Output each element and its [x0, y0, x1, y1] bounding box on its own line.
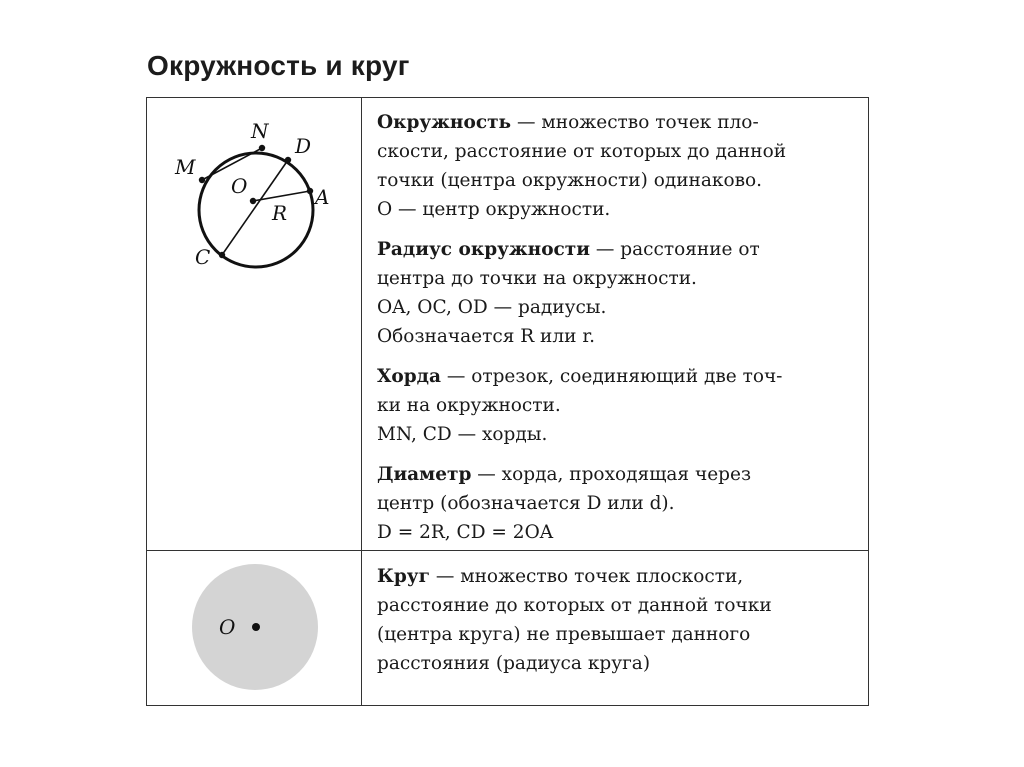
def-diameter	[377, 460, 857, 547]
point-n	[259, 145, 265, 151]
definitions-top	[377, 108, 857, 558]
disk-center-label: O	[219, 615, 236, 639]
def-circle-line: скости, расстояние от которых до данной	[377, 141, 787, 162]
def-circle-line: точки (центра окружности) одинаково.	[377, 170, 763, 191]
point-d	[285, 157, 291, 163]
def-disk-line: расстояния (радиуса круга)	[377, 653, 651, 674]
def-circle-line: O — центр окружности.	[377, 199, 611, 220]
circle-figure	[147, 98, 361, 550]
page-title: Окружность и круг	[147, 50, 410, 81]
def-diameter-line: центр (обозначается D или d).	[377, 493, 675, 514]
disk-figure	[147, 551, 361, 706]
definitions-table	[146, 97, 869, 706]
radius-oa	[253, 191, 310, 201]
label-c: C	[195, 245, 211, 269]
def-radius	[377, 235, 857, 351]
def-chord-line: — отрезок, соединяющий две точ-	[440, 366, 783, 387]
term-circle: Окружность	[377, 112, 512, 133]
disk-center-point	[252, 623, 260, 631]
column-divider	[361, 98, 362, 705]
term-diameter: Диаметр	[377, 464, 472, 485]
def-chord-line: ки на окружности.	[377, 395, 561, 416]
def-radius-line: Обозначается R или r.	[377, 326, 596, 347]
point-a	[307, 188, 313, 194]
def-radius-line: центра до точки на окружности.	[377, 268, 697, 289]
def-circle	[377, 108, 857, 224]
point-c	[219, 252, 225, 258]
point-o	[250, 198, 256, 204]
def-radius-line: — расстояние от	[590, 239, 760, 260]
term-chord: Хорда	[377, 366, 441, 387]
def-chord-line: MN, CD — хорды.	[377, 424, 548, 445]
def-disk-line: — множество точек плоскости,	[429, 566, 744, 587]
def-radius-line: OA, OC, OD — радиусы.	[377, 297, 607, 318]
def-disk-line: расстояние до которых от данной точки	[377, 595, 772, 616]
def-disk	[377, 562, 857, 678]
term-disk: Круг	[377, 566, 430, 587]
label-m: M	[175, 155, 196, 179]
term-radius: Радиус окружности	[377, 239, 590, 260]
label-a: A	[315, 185, 330, 209]
def-disk-line: (центра круга) не превышает данного	[377, 624, 751, 645]
definitions-bottom	[377, 562, 857, 689]
def-diameter-line: D = 2R, CD = 2OA	[377, 522, 554, 543]
def-circle-line: — множество точек пло-	[511, 112, 759, 133]
point-m	[199, 177, 205, 183]
label-o: O	[231, 174, 248, 198]
def-diameter-line: — хорда, проходящая через	[471, 464, 752, 485]
label-d: D	[295, 134, 312, 158]
label-n: N	[251, 119, 269, 143]
label-r: R	[272, 201, 288, 225]
circle-outline	[199, 153, 313, 267]
def-chord	[377, 362, 857, 449]
